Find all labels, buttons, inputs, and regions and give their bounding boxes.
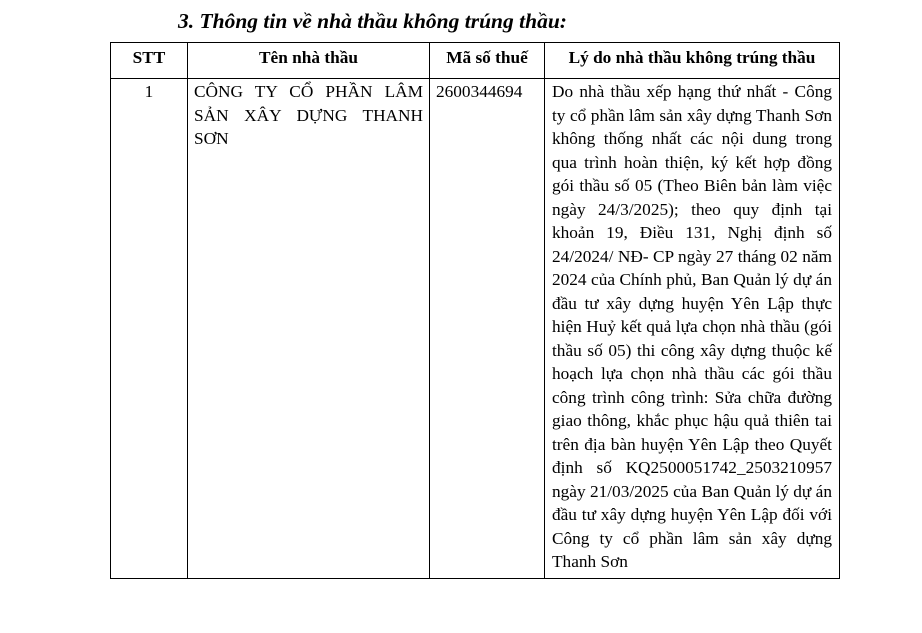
cell-bidder-name: CÔNG TY CỔ PHẦN LÂM SẢN XÂY DỰNG THANH SƠN [188,79,430,579]
table-header-row [111,43,840,79]
header-bidder-name: Tên nhà thầu [188,43,430,79]
section-heading: 3. Thông tin về nhà thầu không trúng thầu: [178,9,567,33]
header-tax-code: Mã số thuế [430,43,545,79]
cell-tax-code: 2600344694 [430,79,545,579]
header-reason: Lý do nhà thầu không trúng thầu [545,43,840,79]
header-stt: STT [111,43,188,79]
unsuccessful-bidders-table [110,42,840,579]
cell-reason: Do nhà thầu xếp hạng thứ nhất - Công ty cổ phần lâm sản xây dựng Thanh Sơn không thống nhất các nội dung trong qua trình hoàn thiện, ký kết hợp đồng gói thầu số 05 (Theo Biên bản làm việc ngày 24/3/2025); theo quy định tại khoản 19, Điều 131, Nghị định số 24/2024/ NĐ- CP ngày 27 tháng 02 năm 2024 của Chính phủ, Ban Quản lý dự án đầu tư xây dựng huyện Yên Lập thực hiện Huỷ kết quả lựa chọn nhà thầu (gói thầu số 05) thi công xây dựng thuộc kế hoạch lựa chọn nhà thầu các gói thầu công trình công trình: Sửa chữa đường giao thông, khắc phục hậu quả thiên tai trên địa bàn huyện Yên Lập theo Quyết định số KQ2500051742_2503210957 ngày 21/03/2025 của Ban Quản lý dự án đầu tư xây dựng huyện Yên Lập đối với Công ty cổ phần lâm sản xây dựng Thanh Sơn [545,79,840,579]
table-row [111,79,840,579]
cell-stt: 1 [111,79,188,579]
